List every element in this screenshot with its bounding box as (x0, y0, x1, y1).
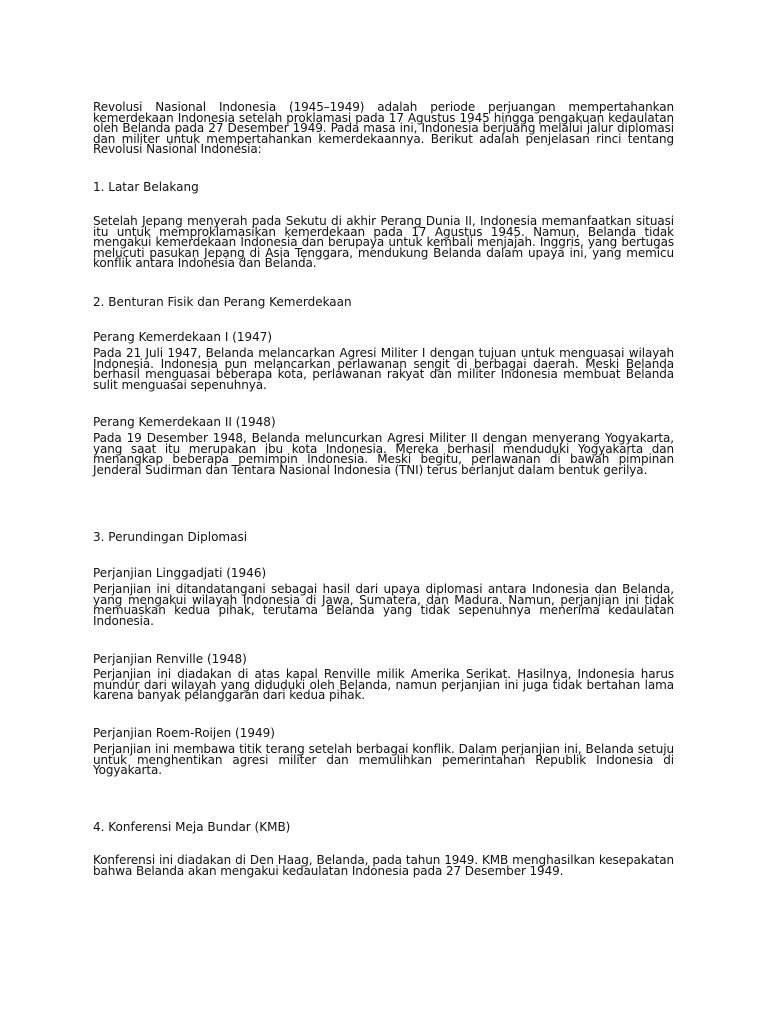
paragraph-linggadjati: Perjanjian ini ditandatangani sebagai hasil dari upaya diplomasi antara Indonesia dan Belanda, yang mengakui wilayah Indonesia di Jawa, Sumatera, dan Madura. Namun, perjanjian ini tidak memuaskan kedua pihak, terutama Belanda yang tidak sepenuhnya menerima kedaulatan Indonesia. (93, 582, 674, 628)
subheading-perang-kemerdekaan-1: Perang Kemerdekaan I (1947) (93, 330, 273, 344)
section-heading-kmb: 4. Konferensi Meja Bundar (KMB) (93, 820, 291, 834)
section-paragraph-kmb: Konferensi ini diadakan di Den Haag, Belanda, pada tahun 1949. KMB menghasilkan kesepakatan bahwa Belanda akan mengakui kedaulatan Indonesia pada 27 Desember 1949. (93, 853, 674, 878)
subheading-roem-roijen: Perjanjian Roem-Roijen (1949) (93, 726, 275, 740)
subheading-renville: Perjanjian Renville (1948) (93, 652, 247, 666)
section-heading-perang-kemerdekaan: 2. Benturan Fisik dan Perang Kemerdekaan (93, 295, 352, 309)
paragraph-renville: Perjanjian ini diadakan di atas kapal Renville milik Amerika Serikat. Hasilnya, Indonesia harus mundur dari wilayah yang diduduki oleh Belanda, namun perjanjian ini juga tidak bertahan lama karena banyak pelanggaran dari kedua pihak. (93, 667, 674, 703)
section-heading-perundingan-diplomasi: 3. Perundingan Diplomasi (93, 530, 248, 544)
subheading-perang-kemerdekaan-2: Perang Kemerdekaan II (1948) (93, 415, 276, 429)
subheading-linggadjati: Perjanjian Linggadjati (1946) (93, 566, 267, 580)
paragraph-perang-kemerdekaan-1: Pada 21 Juli 1947, Belanda melancarkan Agresi Militer I dengan tujuan untuk menguasai wilayah Indonesia. Indonesia pun melancarkan perlawanan sengit di berbagai daerah. Meski Belanda berhasil menguasai beberapa kota, perlawanan rakyat dan militer Indonesia membuat Belanda sulit menguasai sepenuhnya. (93, 346, 674, 392)
paragraph-perang-kemerdekaan-2: Pada 19 Desember 1948, Belanda meluncurkan Agresi Militer II dengan menyerang Yogyakarta, yang saat itu merupakan ibu kota Indonesia. Mereka berhasil menduduki Yogyakarta dan menangkap beberapa pemimpin Indonesia. Meski begitu, perlawanan di bawah pimpinan Jenderal Sudirman dan Tentara Nasional Indonesia (TNI) terus berlanjut dalam bentuk gerilya. (93, 431, 674, 477)
paragraph-roem-roijen: Perjanjian ini membawa titik terang setelah berbagai konflik. Dalam perjanjian ini, Belanda setuju untuk menghentikan agresi militer dan memulihkan pemerintahan Republik Indonesia di Yogyakarta. (93, 742, 674, 778)
section-paragraph-latar-belakang: Setelah Jepang menyerah pada Sekutu di akhir Perang Dunia II, Indonesia memanfaatkan situasi itu untuk memproklamasikan kemerdekaan pada 17 Agustus 1945. Namun, Belanda tidak mengakui kemerdekaan Indonesia dan berupaya untuk kembali menjajah. Inggris, yang bertugas melucuti pasukan Jepang di Asia Tenggara, mendukung Belanda dalam upaya ini, yang memicu konflik antara Indonesia dan Belanda. (93, 214, 674, 271)
section-heading-latar-belakang: 1. Latar Belakang (93, 180, 199, 194)
intro-paragraph: Revolusi Nasional Indonesia (1945–1949) adalah periode perjuangan mempertahankan kemerdekaan Indonesia setelah proklamasi pada 17 Agustus 1945 hingga pengakuan kedaulatan oleh Belanda pada 27 Desember 1949. Pada masa ini, Indonesia berjuang melalui jalur diplomasi dan militer untuk mempertahankan kemerdekaannya. Berikut adalah penjelasan rinci tentang Revolusi Nasional Indonesia: (93, 100, 674, 157)
